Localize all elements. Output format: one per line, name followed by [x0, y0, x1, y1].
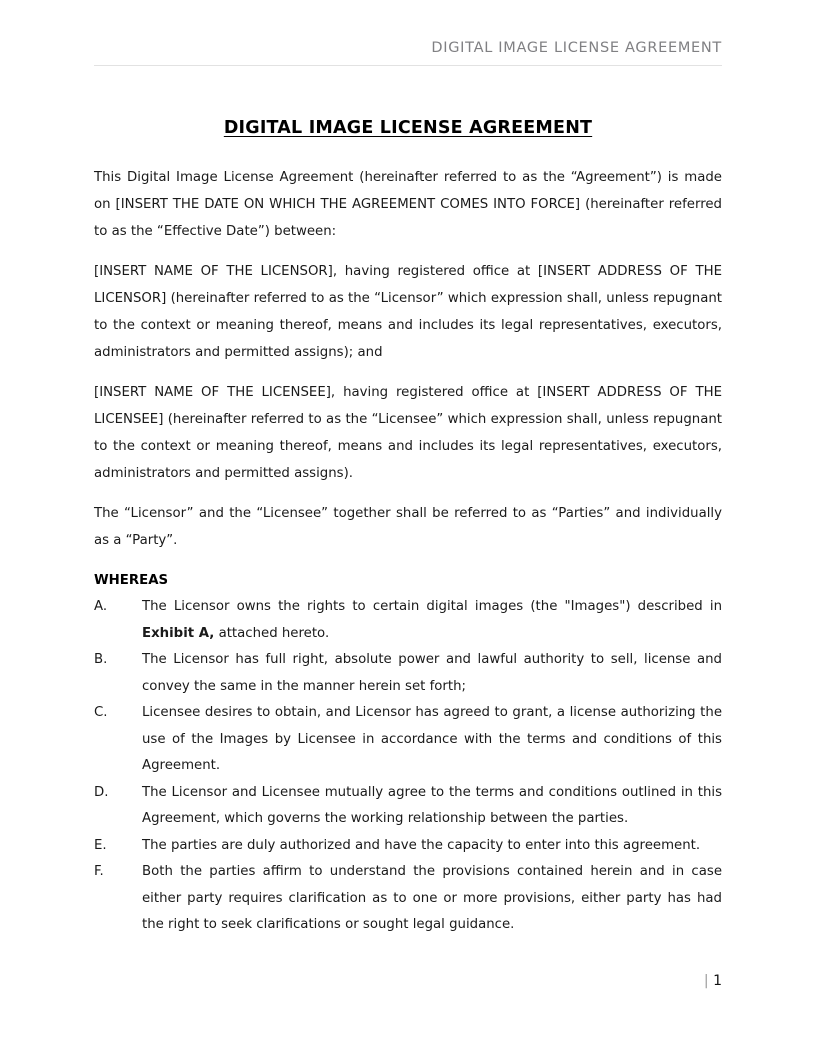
list-item-text: The parties are duly authorized and have the capacity to enter into this agreement.	[142, 837, 701, 853]
list-item	[94, 700, 722, 780]
list-item-text-tail: attached hereto.	[214, 625, 330, 641]
whereas-heading: WHEREAS	[94, 573, 169, 588]
list-item-marker: E.	[94, 837, 107, 853]
list-item-text: The Licensor and Licensee mutually agree to the terms and conditions outlined in this Agreement, which governs the working relationship between the parties.	[142, 784, 722, 826]
list-item	[94, 647, 722, 700]
page-title: DIGITAL IMAGE LICENSE AGREEMENT	[223, 118, 593, 138]
list-item-marker: A.	[94, 599, 108, 614]
list-item-text: Both the parties affirm to understand the provisions contained herein and in case either party requires clarification as to one or more provisions, either party has had the right to seek clarifications or sought legal guidance.	[142, 864, 722, 932]
footer-separator: |	[703, 973, 709, 989]
paragraph-intro: This Digital Image License Agreement (hereinafter referred to as the “Agreement”) is made on [INSERT THE DATE ON WHICH THE AGREEMENT COMES INTO FORCE] (hereinafter referred to as the “Effective Date”) between:	[94, 170, 722, 239]
list-item	[94, 780, 722, 833]
list-item-marker: F.	[94, 864, 104, 879]
list-item	[94, 833, 722, 860]
exhibit-a-reference: Exhibit A,	[142, 625, 215, 641]
paragraph-parties: The “Licensor” and the “Licensee” together shall be referred to as “Parties” and individually as a “Party”.	[94, 506, 722, 548]
list-item-marker: B.	[94, 652, 108, 667]
page-footer	[94, 972, 722, 990]
list-item-marker: C.	[94, 705, 108, 720]
list-item-text-part: The Licensor owns the rights to certain digital images (the "Images") described in	[142, 599, 722, 614]
header-title: DIGITAL IMAGE LICENSE AGREEMENT	[431, 40, 722, 56]
list-item-text	[142, 594, 722, 647]
list-item	[94, 594, 722, 647]
list-item	[94, 859, 722, 939]
recitals-list	[94, 594, 722, 939]
paragraph-licensee: [INSERT NAME OF THE LICENSEE], having registered office at [INSERT ADDRESS OF THE LICENSEE] (hereinafter referred to as the “Licensee” which expression shall, unless repugnant to the context or meaning thereof, means and includes its legal representatives, executors, administrators and permitted assigns).	[94, 385, 722, 481]
list-item-marker: D.	[94, 784, 109, 800]
page-header	[94, 40, 722, 66]
list-item-text: The Licensor has full right, absolute power and lawful authority to sell, license and convey the same in the manner herein set forth;	[142, 652, 722, 694]
list-item-text: Licensee desires to obtain, and Licensor has agreed to grant, a license authorizing the use of the Images by Licensee in accordance with the terms and conditions of this Agreement.	[142, 705, 722, 773]
document-body	[94, 118, 722, 939]
paragraph-licensor: [INSERT NAME OF THE LICENSOR], having registered office at [INSERT ADDRESS OF THE LICENSOR] (hereinafter referred to as the “Licensor” which expression shall, unless repugnant to the context or meaning thereof, means and includes its legal representatives, executors, administrators and permitted assigns); and	[94, 264, 722, 360]
page-number: 1	[713, 973, 722, 989]
